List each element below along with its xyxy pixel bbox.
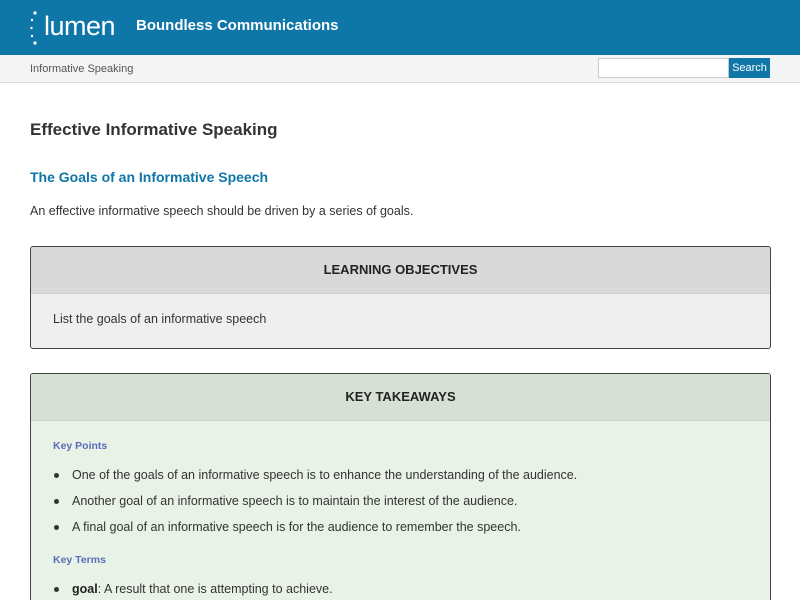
learning-objectives-title: LEARNING OBJECTIVES (31, 247, 770, 294)
key-point-item: Another goal of an informative speech is to maintain the interest of the audience. (53, 492, 577, 518)
site-title[interactable]: Boundless Communications (136, 17, 339, 34)
intro-paragraph: An effective informative speech should be driven by a series of goals. (30, 204, 414, 218)
section-heading: The Goals of an Informative Speech (30, 169, 269, 185)
logo-text: lumen (44, 11, 116, 41)
lumen-logo[interactable] (30, 10, 116, 46)
key-terms-list (53, 580, 333, 600)
page-title: Effective Informative Speaking (30, 120, 278, 139)
key-takeaways-box (30, 373, 771, 600)
key-takeaways-title: KEY TAKEAWAYS (31, 374, 770, 421)
key-points-list (53, 466, 577, 544)
key-points-label: Key Points (53, 440, 108, 452)
breadcrumb[interactable]: Informative Speaking (30, 63, 134, 75)
key-term-word: goal (72, 582, 98, 596)
key-term-item (53, 580, 333, 600)
key-point-item: A final goal of an informative speech is for the audience to remember the speech. (53, 518, 577, 544)
breadcrumb-bar (0, 55, 800, 83)
top-header (0, 0, 800, 55)
search-input[interactable] (598, 58, 729, 78)
key-point-item: One of the goals of an informative speech is to enhance the understanding of the audience. (53, 466, 577, 492)
logo-dots-icon (30, 10, 44, 46)
key-terms-label: Key Terms (53, 554, 106, 566)
search-button[interactable]: Search (729, 58, 770, 78)
key-term-definition: : A result that one is attempting to achieve. (97, 582, 333, 596)
learning-objective-item: List the goals of an informative speech (53, 312, 267, 326)
learning-objectives-box (30, 246, 771, 349)
